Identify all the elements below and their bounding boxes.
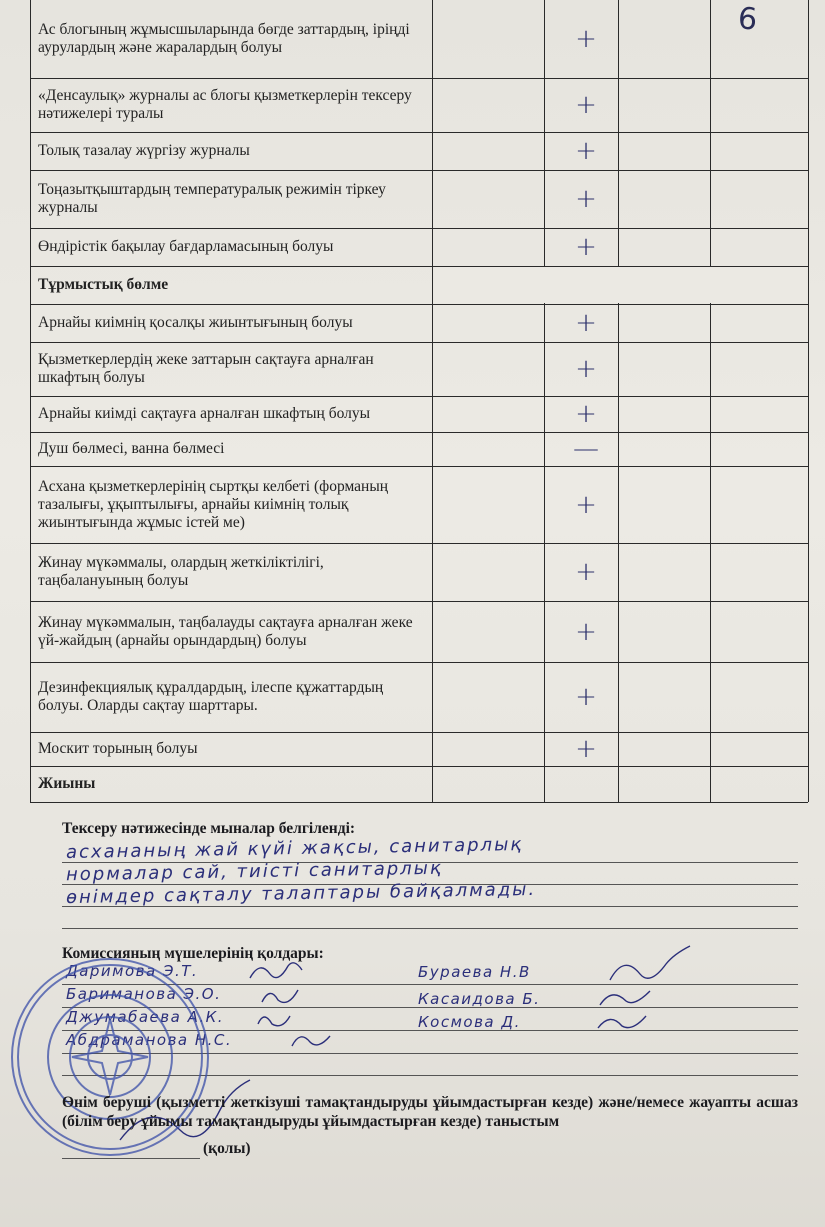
criterion-text: Москит торының болуы xyxy=(38,740,198,757)
check-mark: + xyxy=(575,682,597,712)
check-mark: + xyxy=(575,136,597,166)
signature-line xyxy=(62,1158,200,1159)
criterion-text: Дезинфекциялық құралдардың, ілеспе құжаттардың болуы. Оларды сақтау шарттары. xyxy=(38,679,384,714)
criterion-text: Қызметкерлердің жеке заттарын сақтауға арналған шкафтың болуы xyxy=(38,351,374,386)
criterion-text: Толық тазалау жүргізу журналы xyxy=(38,142,250,159)
check-mark: + xyxy=(575,90,597,120)
findings-line: өнімдер сақталу талаптары байқалмады. xyxy=(65,878,537,909)
signature-label: (қолы) xyxy=(203,1140,251,1157)
criterion-text: Өндірістік бақылау бағдарламасының болуы xyxy=(38,238,334,255)
page-number: 6 xyxy=(736,1,759,38)
check-mark: + xyxy=(575,232,597,262)
findings-line: асхананың жай күйі жақсы, санитарлық xyxy=(65,834,524,863)
criterion-text: «Денсаулық» журналы ас блогы қызметкерлерін тексеру нәтижелері туралы xyxy=(38,87,412,122)
criterion-text: Тоңазытқыштардың температуралық режимін тіркеу журналы xyxy=(38,181,386,216)
check-mark: + xyxy=(575,734,597,764)
criterion-text: Жинау мүкәммалы, олардың жеткіліктілігі, таңбалануының болуы xyxy=(38,554,324,589)
check-mark: + xyxy=(575,184,597,214)
check-mark: + xyxy=(575,616,597,647)
check-mark: + xyxy=(575,557,597,587)
criterion-text: Арнайы киімді сақтауға арналған шкафтың болуы xyxy=(38,405,371,422)
criterion-text: Ас блогының жұмысшыларында бөгде заттардың, іріңді аурулардың және жаралардың болуы xyxy=(38,21,410,56)
check-mark: + xyxy=(575,489,597,520)
criterion-text: Жиыны xyxy=(38,775,96,792)
commission-member: Касаидова Б. xyxy=(418,990,541,1008)
commission-label: Комиссияның мүшелерінің қолдары: xyxy=(62,945,324,962)
check-mark: + xyxy=(575,354,597,384)
commission-member: Космова Д. xyxy=(418,1013,521,1031)
check-mark: + xyxy=(575,308,597,338)
criterion-text: Жинау мүкәммалын, таңбалауды сақтауға арналған жеке үй-жайдың (арнайы орындардың) болуы xyxy=(38,613,413,649)
criterion-text: Тұрмыстық бөлме xyxy=(38,276,169,293)
commission-member: Даримова Э.Т. xyxy=(66,962,199,980)
criterion-text: Арнайы киімнің қосалқы жиынтығының болуы xyxy=(38,314,353,331)
check-mark: + xyxy=(575,399,597,429)
check-mark: + xyxy=(575,24,597,54)
commission-member: Абдраманова Н.С. xyxy=(66,1031,233,1049)
findings-label: Тексеру нәтижесінде мыналар белгіленді: xyxy=(62,820,356,837)
criterion-text: Душ бөлмесі, ванна бөлмесі xyxy=(38,440,225,457)
commission-member: Бариманова Э.О. xyxy=(66,985,222,1003)
criterion-text: Асхана қызметкерлерінің сыртқы келбеті (форманың тазалығы, ұқыптылығы, арнайы киімнің толық жиынтығында жұмыс істей ме) xyxy=(38,477,389,531)
acknowledgement-text: Өнім беруші (қызметті жеткізуші тамақтандыруды ұйымдастырған кезде) және/немесе жауапты асшаз (білім беру ұйымы тамақтандыруды ұйымдастырған кезде) таныстым xyxy=(62,1094,798,1130)
commission-member: Джумабаева А.К. xyxy=(66,1008,225,1026)
findings-line: нормалар сай, тиісті санитарлық xyxy=(65,857,443,886)
check-mark: — xyxy=(573,434,599,464)
commission-member: Бураева Н.В xyxy=(418,963,531,981)
